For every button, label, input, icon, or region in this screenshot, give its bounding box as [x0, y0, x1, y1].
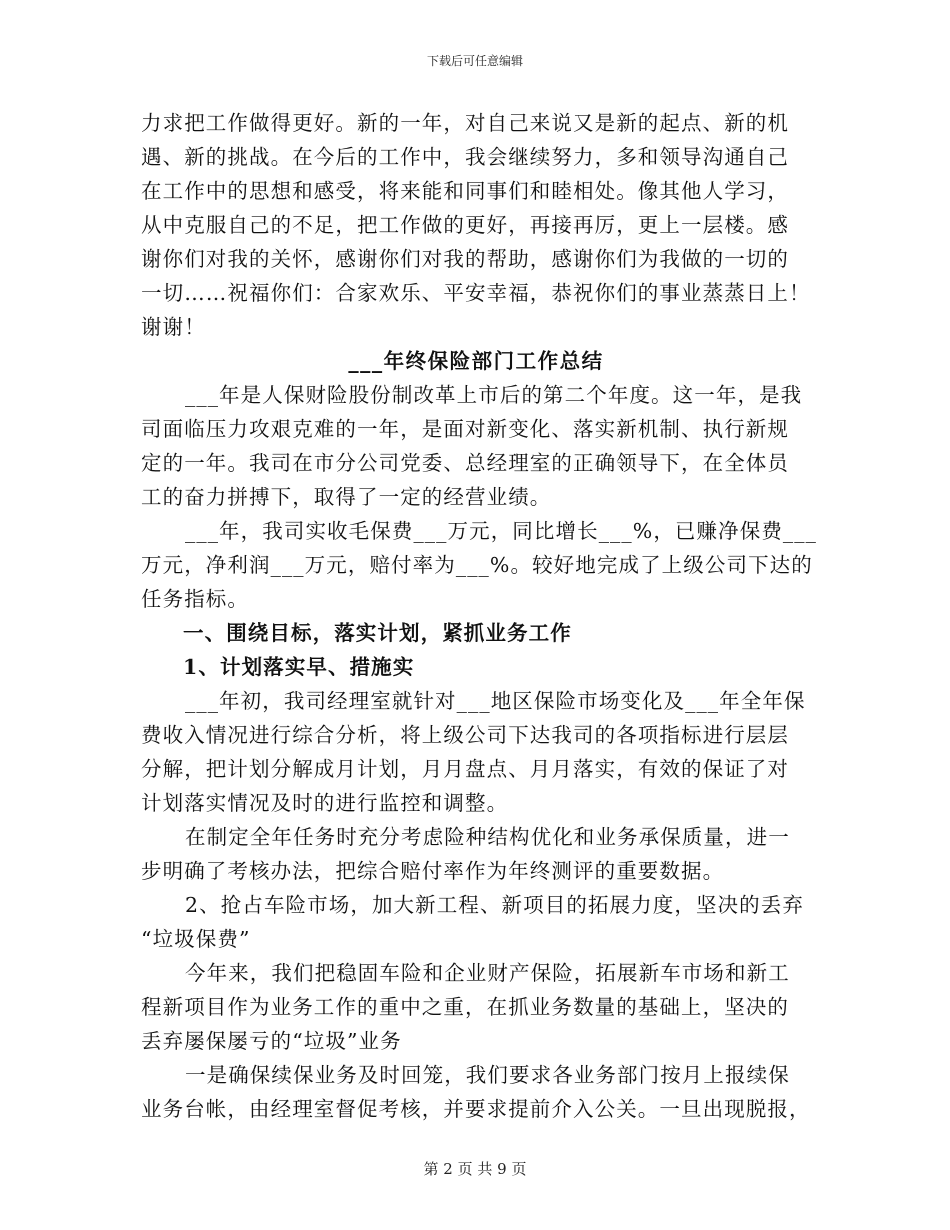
document-title: ___年终保险部门工作总结	[348, 349, 604, 373]
text-line: 谢谢！	[141, 315, 206, 339]
text-line: 力求把工作做得更好。新的一年，对自己来说又是新的起点、新的机	[141, 111, 789, 135]
text-line: 谢你们对我的关怀，感谢你们对我的帮助，感谢你们为我做的一切的	[141, 247, 789, 271]
paragraph-first-line: 一是确保续保业务及时回笼，我们要求各业务部门按月上报续保	[185, 1063, 790, 1087]
text-line: 分解，把计划分解成月计划，月月盘点、月月落实，有效的保证了对	[141, 757, 789, 781]
text-line: 工的奋力拼搏下，取得了一定的经营业绩。	[141, 485, 552, 509]
text-line: 任务指标。	[141, 587, 249, 611]
text-line: 步明确了考核办法，把综合赔付率作为年终测评的重要数据。	[141, 859, 725, 883]
text-line: 费收入情况进行综合分析，将上级公司下达我司的各项指标进行层层	[141, 723, 789, 747]
paragraph-first-line: ___年是人保财险股份制改革上市后的第二个年度。这一年，是我	[185, 383, 803, 407]
paragraph-first-line: ___年，我司实收毛保费___万元，同比增长___%，已赚净保费___	[185, 519, 817, 543]
page-indicator: 第 2 页 共 9 页	[423, 1160, 527, 1178]
paragraph-first-line: 在制定全年任务时充分考虑险种结构优化和业务承保质量，进一	[185, 825, 790, 849]
text-line: 丢弃屡保屡亏的“垃圾”业务	[141, 1029, 402, 1053]
paragraph-first-line: 2、抢占车险市场，加大新工程、新项目的拓展力度，坚决的丢弃	[185, 893, 804, 917]
text-line: 程新项目作为业务工作的重中之重，在抓业务数量的基础上，坚决的	[141, 995, 789, 1019]
text-line: 计划落实情况及时的进行监控和调整。	[141, 791, 509, 815]
text-line: 从中克服自己的不足，把工作做的更好，再接再厉，更上一层楼。感	[141, 213, 789, 237]
text-line: 司面临压力攻艰克难的一年，是面对新变化、落实新机制、执行新规	[141, 417, 789, 441]
paragraph-first-line: 今年来，我们把稳固车险和企业财产保险，拓展新车市场和新工	[185, 961, 790, 985]
text-line: “垃圾保费”	[141, 927, 251, 951]
text-line: 一切……祝福你们：合家欢乐、平安幸福，恭祝你们的事业蒸蒸日上！	[141, 281, 811, 305]
section-heading: 一、围绕目标，落实计划，紧抓业务工作	[183, 621, 572, 645]
page-header-note: 下载后可任意编辑	[426, 54, 523, 68]
paragraph-first-line: ___年初，我司经理室就针对___地区保险市场变化及___年全年保	[185, 689, 806, 713]
document-body	[141, 106, 817, 1126]
text-line: 万元，净利润___万元，赔付率为___%。较好地完成了上级公司下达的	[141, 553, 813, 577]
subsection-heading: 1、计划落实早、措施实	[183, 655, 415, 679]
text-line: 在工作中的思想和感受，将来能和同事们和睦相处。像其他人学习，	[141, 179, 789, 203]
text-line: 业务台帐，由经理室督促考核，并要求提前介入公关。一旦出现脱报，	[141, 1097, 811, 1121]
text-line: 遇、新的挑战。在今后的工作中，我会继续努力，多和领导沟通自己	[141, 145, 789, 169]
text-line: 定的一年。我司在市分公司党委、总经理室的正确领导下，在全体员	[141, 451, 789, 475]
